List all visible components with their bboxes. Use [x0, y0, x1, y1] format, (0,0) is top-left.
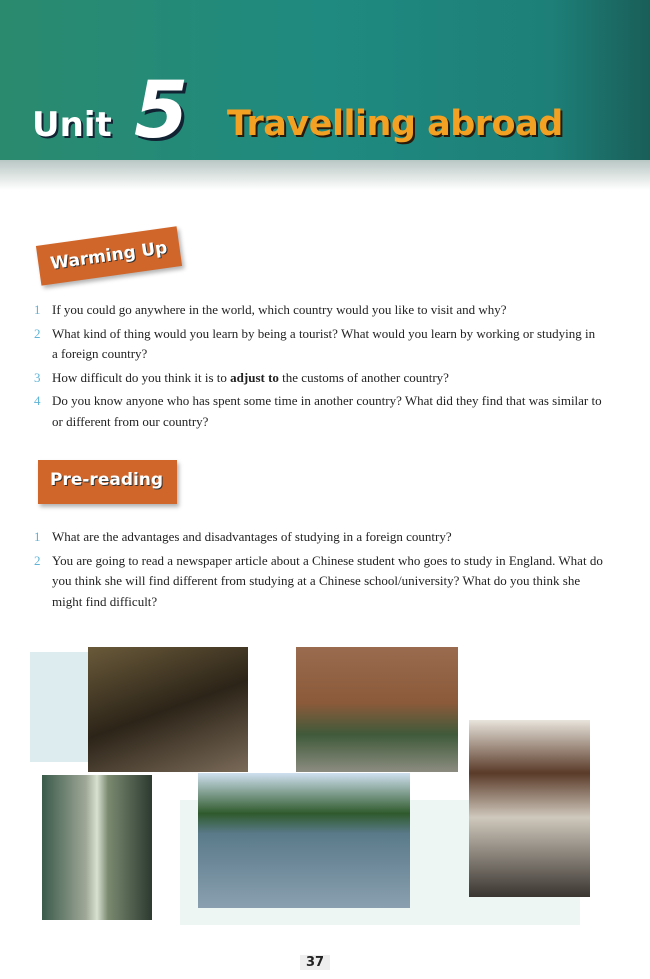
- item-text: What are the advantages and disadvantages of studying in a foreign country?: [52, 529, 452, 544]
- item-text: What kind of thing would you learn by being a tourist? What would you learn by working or studying in a foreign country?: [52, 325, 596, 361]
- list-item: [34, 391, 604, 432]
- warming-up-heading: Warming Up: [36, 226, 182, 285]
- item-number: 4: [34, 393, 41, 408]
- warming-up-questions: [34, 300, 604, 435]
- unit-title: Travelling abroad: [227, 104, 563, 144]
- list-item: [34, 368, 604, 389]
- unit-number: 5: [134, 66, 189, 156]
- photo-hall: [469, 720, 590, 897]
- item-number: 2: [34, 552, 41, 568]
- list-item: [34, 551, 604, 613]
- photo-campus: [296, 647, 458, 772]
- item-text: How difficult do you think it is to: [52, 369, 231, 385]
- photo-library: [42, 775, 152, 920]
- item-number: 3: [34, 369, 41, 385]
- item-text: the customs of another country?: [278, 369, 449, 385]
- header-fade: [0, 160, 650, 190]
- item-number: 2: [34, 325, 41, 341]
- item-number: 1: [34, 529, 41, 544]
- key-phrase: adjust to: [230, 369, 279, 385]
- unit-label: Unit: [32, 105, 112, 145]
- pre-reading-questions: [34, 527, 604, 615]
- list-item: [34, 300, 604, 321]
- photo-classroom: [88, 647, 248, 772]
- list-item: [34, 324, 604, 365]
- item-text: If you could go anywhere in the world, which country would you like to visit and why?: [52, 302, 507, 317]
- item-number: 1: [34, 302, 41, 317]
- photo-river: [198, 773, 410, 908]
- item-text: You are going to read a newspaper article about a Chinese student who goes to study in England. What do you think she will find different from studying at a Chinese school/university? What do you think she might find difficult?: [52, 552, 603, 609]
- item-text: Do you know anyone who has spent some time in another country? What did they find that was similar to or different from our country?: [52, 393, 602, 429]
- list-item: [34, 527, 604, 548]
- pre-reading-heading: Pre-reading: [38, 460, 177, 504]
- page-number: 37: [300, 955, 330, 970]
